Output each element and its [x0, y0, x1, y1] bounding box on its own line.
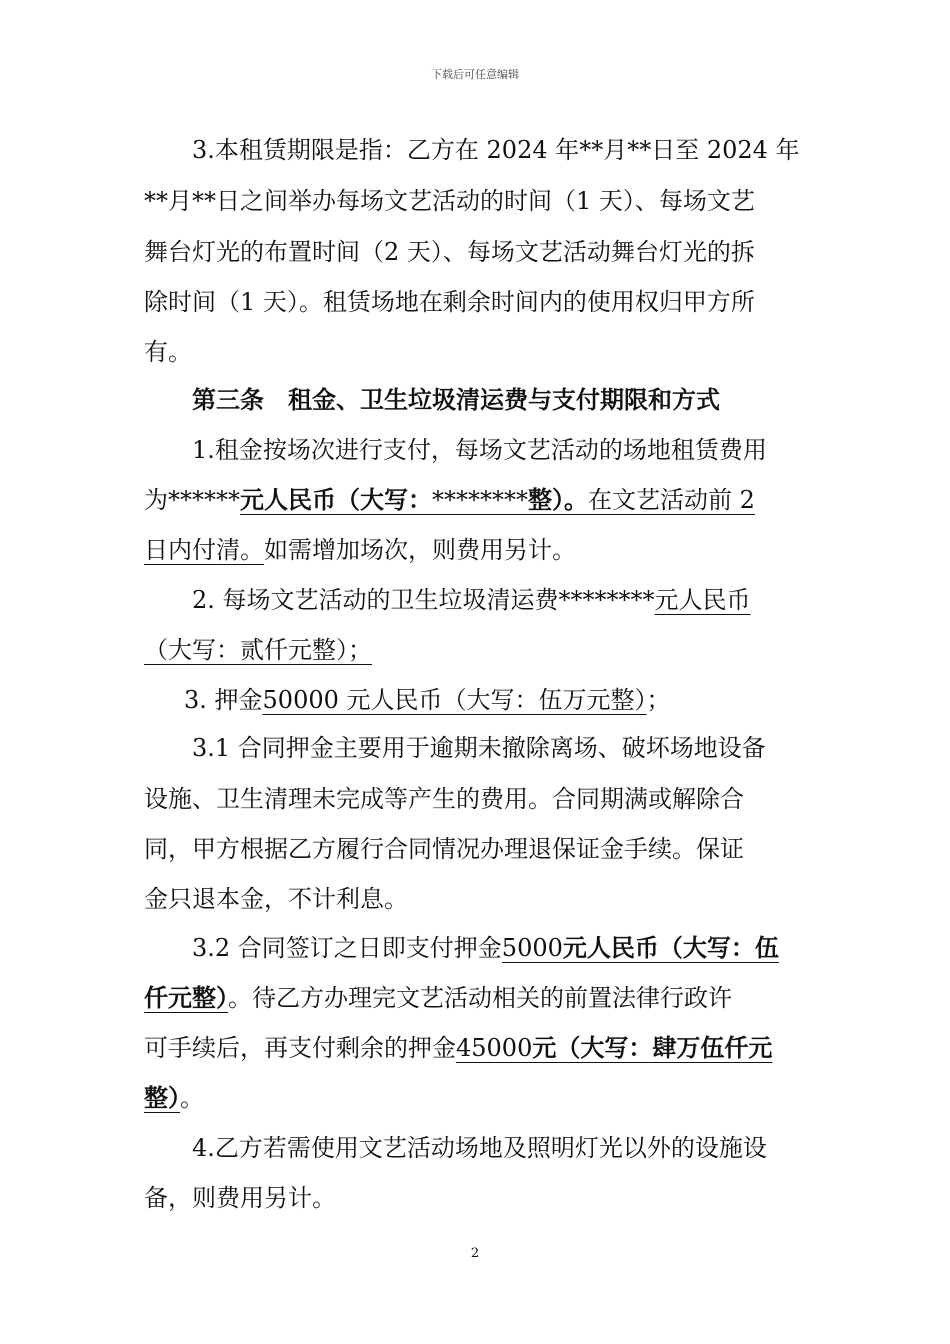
- para-cleanup-fee-line-1: [144, 574, 806, 626]
- deposit-payment-continue: 。待乙方办理完文艺活动相关的前置法律行政许: [228, 984, 732, 1012]
- deposit-remaining-currency: 元（大写：肆万伍仟元: [532, 1033, 773, 1062]
- cleanup-fee-text: 2. 每场文艺活动的卫生垃圾清运费********: [192, 586, 655, 614]
- para-deposit-use-line-3: 同，甲方根据乙方履行合同情况办理退保证金手续。保证: [144, 835, 744, 863]
- para-rent-line-1: 1.租金按场次进行支付，每场文艺活动的场地租赁费用: [192, 436, 767, 464]
- deposit-remaining-text: 可手续后，再支付剩余的押金: [144, 1034, 456, 1062]
- para-other-facilities-line-2: 备，则费用另计。: [144, 1184, 336, 1212]
- para-deposit-payment-line-2: [144, 972, 806, 1024]
- para-lease-term-line-3: 舞台灯光的布置时间（2 天）、每场文艺活动舞台灯光的拆: [144, 238, 755, 266]
- para-deposit-payment-line-3: [144, 1022, 806, 1074]
- deposit-payment-text: 3.2 合同签订之日即支付押金: [192, 934, 502, 962]
- deposit-payment-end: 。: [180, 1084, 204, 1112]
- rent-currency-text: 元人民币（大写：: [240, 485, 432, 514]
- para-other-facilities-line-1: 4.乙方若需使用文艺活动场地及照明灯光以外的设施设: [192, 1134, 767, 1162]
- deposit-label: 3. 押金: [184, 686, 263, 714]
- rent-deadline-end: 日内付清。: [144, 536, 264, 564]
- cleanup-fee-currency: 元人民币: [654, 586, 751, 614]
- rent-deadline-text: 在文艺活动前 2: [588, 486, 755, 514]
- para-lease-term-line-4: 除时间（1 天）。租赁场地在剩余时间内的使用权归甲方所: [144, 288, 755, 316]
- para-deposit-payment-line-1: [144, 922, 806, 974]
- deposit-end: ；: [646, 686, 671, 714]
- cleanup-fee-capital: （大写：贰仟元整）；: [144, 636, 372, 664]
- section-heading-article-3: 第三条 租金、卫生垃圾清运费与支付期限和方式: [192, 385, 720, 414]
- deposit-first-capital-end: 仟元整）: [144, 983, 228, 1012]
- para-deposit-payment-line-4: [144, 1072, 806, 1124]
- rent-extra-note: 如需增加场次，则费用另计。: [264, 536, 576, 564]
- para-lease-term-line-2: **月**日之间举办每场文艺活动的时间（1 天）、每场文艺: [144, 187, 755, 215]
- rent-amount-mask: 为******: [144, 486, 240, 514]
- para-lease-term-line-1: 3.本租赁期限是指：乙方在 2024 年**月**日至 2024 年: [192, 136, 800, 164]
- para-deposit-line-1: [144, 674, 806, 726]
- para-cleanup-fee-line-2: [144, 624, 806, 676]
- para-rent-line-2: [144, 474, 806, 526]
- deposit-amount: 50000 元人民币（大写：伍万元整）: [262, 686, 647, 714]
- header-note: 下载后可任意编辑: [431, 68, 519, 81]
- para-lease-term-line-5: 有。: [144, 338, 192, 366]
- deposit-first-amount: 5000: [501, 934, 563, 962]
- page-number: 2: [470, 1246, 480, 1261]
- para-rent-line-3: [144, 524, 806, 576]
- para-deposit-use-line-4: 金只退本金，不计利息。: [144, 885, 408, 913]
- deposit-remaining-amount: 45000: [456, 1034, 533, 1062]
- deposit-remaining-capital-end: 整）: [144, 1083, 180, 1112]
- deposit-first-currency: 元人民币（大写：伍: [562, 933, 779, 962]
- rent-capital-mask: ********: [432, 486, 528, 514]
- rent-capital-end: 整）。: [528, 485, 588, 514]
- para-deposit-use-line-1: 3.1 合同押金主要用于逾期未撤除离场、破坏场地设备: [192, 734, 766, 762]
- para-deposit-use-line-2: 设施、卫生清理未完成等产生的费用。合同期满或解除合: [144, 785, 744, 813]
